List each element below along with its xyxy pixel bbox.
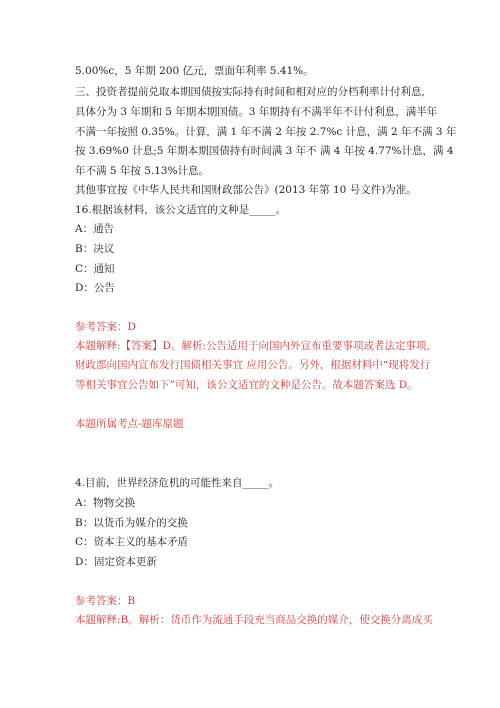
intro-line-2: 三、投资者提前兑取本期国债按实际持有时间和相对应的分档利率计付利息, <box>75 86 425 98</box>
question-16-stem: 16.根据该材料，该公文适宜的文种是_____。 <box>75 204 286 216</box>
question-16-option-d: D：公告 <box>75 282 115 294</box>
question-16-option-b: B：决议 <box>75 243 115 255</box>
question-4-option-b: B：以货币为媒介的交换 <box>75 517 188 529</box>
question-16-analysis-line-3: 等相关事宜公告如下”可知，该公文适宜的文种是公告。故本题答案选 D。 <box>75 379 418 391</box>
question-4-option-d: D：固定资本更新 <box>75 556 157 568</box>
question-4-option-a: A：物物交换 <box>75 497 136 509</box>
intro-line-6: 年不满 5 年按 5.13%计息。 <box>75 165 210 177</box>
question-4-analysis-line-1: 本题解释:B。解析：货币作为流通手段充当商品交换的媒介，使交换分离成买 <box>75 614 433 626</box>
question-4-stem: 4.目前，世界经济危机的可能性来自_____。 <box>75 477 280 489</box>
question-16-analysis-line-2: 财政部向国内宣布发行国债相关事宜 应用公告。另外，根据材料中“现将发行 <box>75 359 431 371</box>
question-16-option-c: C：通知 <box>75 263 115 275</box>
intro-line-1: 5.00%c，5 年期 200 亿元，票面年利率 5.41%。 <box>75 65 314 77</box>
intro-line-3: 具体分为 3 年期和 5 年期本期国债。3 年期持有不满半年不计付利息，满半年 <box>75 106 438 118</box>
intro-line-7: 其他事宜按《中华人民共和国财政部公告》(2013 年第 10 号文件)为准。 <box>75 184 417 196</box>
question-16-option-a: A：通告 <box>75 223 115 235</box>
question-4-option-c: C：资本主义的基本矛盾 <box>75 536 189 548</box>
question-16-source: 本题所属考点-题库原题 <box>75 418 184 430</box>
intro-line-4: 不满一年按照 0.35%。计算，满 1 年不满 2 年按 2.7%c 计息，满 2 年不满 3 年 <box>75 126 457 138</box>
intro-line-5: 按 3.69%0 计息;5 年期本期国债持有时间满 3 年不 满 4 年按 4.77%计息，满 4 <box>75 145 454 157</box>
question-16-analysis-line-1: 本题解释:【答案】D。解析:公告适用于向国内外宣布重要事项或者法定事项, <box>75 340 430 352</box>
question-16-answer: 参考答案：D <box>75 321 136 333</box>
question-4-answer: 参考答案：B <box>75 595 136 607</box>
